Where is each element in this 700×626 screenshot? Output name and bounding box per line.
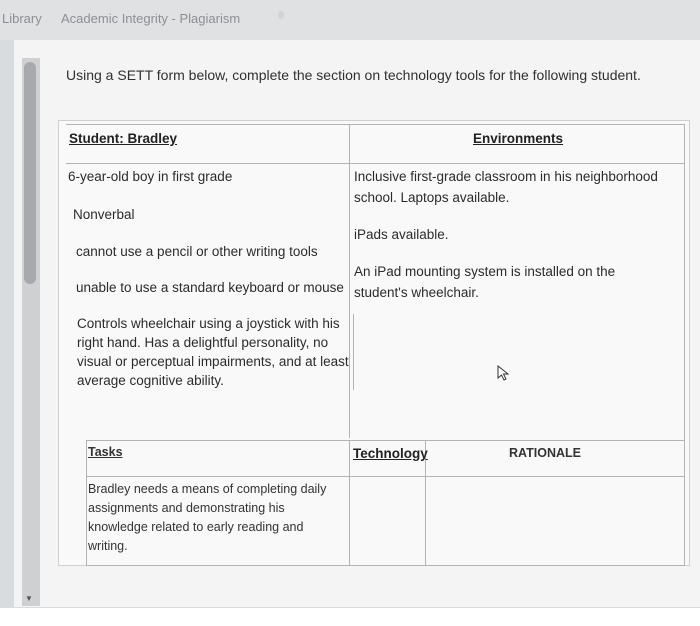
student-description-line: Controls wheelchair using a joystick with his [77,316,340,331]
pin-icon [278,11,284,19]
tasks-header-divider [86,476,685,477]
instruction-text: Using a SETT form below, complete the section on technology tools for the following student. [66,67,641,83]
technology-header: Technology [353,446,428,461]
student-fact-nonverbal: Nonverbal [73,207,135,222]
student-fact-age: 6-year-old boy in first grade [68,169,233,184]
rationale-cell[interactable] [428,478,683,479]
tasks-row-top [86,440,685,441]
technology-cell[interactable] [353,478,423,479]
environment-laptops: school. Laptops available. [354,190,510,205]
tasks-row-bottom [86,565,685,566]
breadcrumb-library[interactable]: Library [2,11,42,26]
breadcrumb-academic-integrity[interactable]: Academic Integrity - Plagiarism [61,11,241,26]
tasks-column-divider [349,440,350,566]
environment-ipads: iPads available. [354,227,449,242]
scroll-down-arrow-icon[interactable]: ▼ [25,594,33,603]
table-column-divider [349,124,350,438]
table-border-right [684,124,685,566]
student-fact-pencil: cannot use a pencil or other writing tools [76,244,318,259]
student-header: Student: Bradley [69,131,178,146]
student-description-line: visual or perceptual impairments, and at least [77,354,349,369]
task-description [88,480,326,556]
tasks-border-left [86,440,87,566]
table-header-divider [66,163,685,164]
student-fact-keyboard: unable to use a standard keyboard or mouse [76,280,344,295]
student-description-line: right hand. Has a delightful personality, no [77,335,329,350]
student-description-line: average cognitive ability. [77,373,224,388]
table-border-top [66,124,685,125]
environment-wheelchair: student's wheelchair. [354,285,479,300]
mouse-pointer-icon [497,365,511,381]
environment-classroom: Inclusive first-grade classroom in his neighborhood [354,169,658,184]
bottom-strip [0,608,700,626]
tasks-header: Tasks [88,445,123,459]
task-description-line: knowledge related to early reading and [88,520,304,534]
rationale-header: RATIONALE [509,446,581,460]
task-description-line: writing. [88,539,128,553]
task-description-line: Bradley needs a means of completing daily [88,482,327,496]
task-description-line: assignments and demonstrating his [88,501,285,515]
environment-mount: An iPad mounting system is installed on the [354,264,616,279]
student-description [77,314,354,390]
scrollbar-thumb[interactable] [24,62,36,284]
environments-header: Environments [473,131,564,146]
